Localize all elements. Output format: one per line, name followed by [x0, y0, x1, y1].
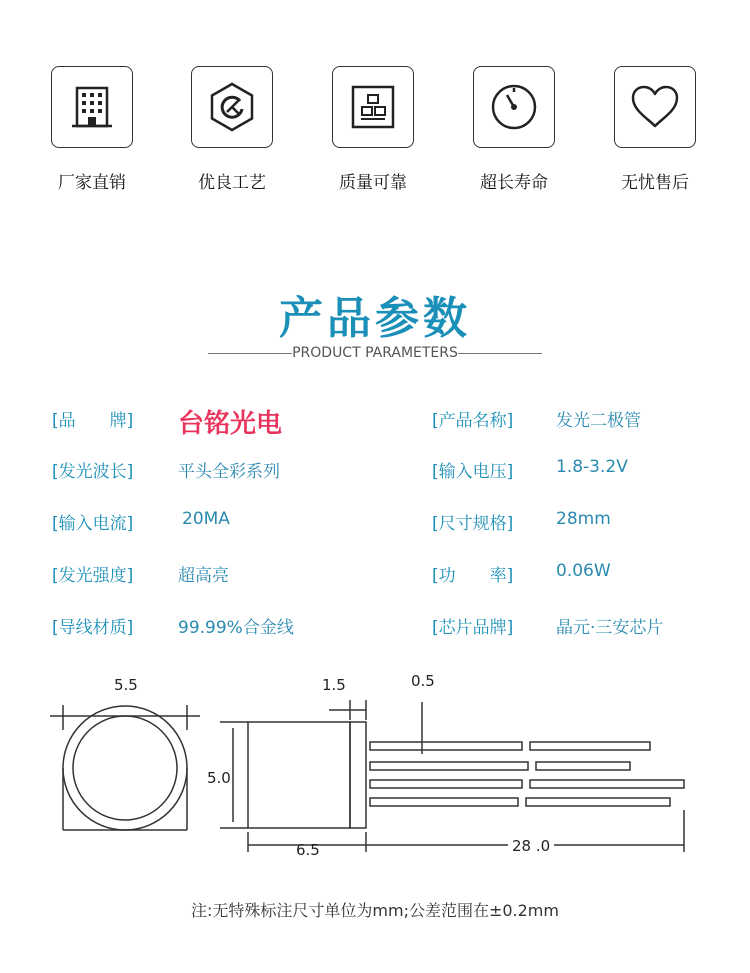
led-flange: [350, 722, 366, 828]
footnote: 注:无特殊标注尺寸单位为mm;公差范围在±0.2mm: [191, 901, 559, 920]
param-product-name-value: 发光二极管: [556, 411, 641, 431]
section-title: 产品参数: [279, 293, 471, 344]
param-chip-label: [芯片品牌]: [432, 618, 514, 638]
param-product-name-label: [产品名称]: [432, 411, 514, 431]
param-input-voltage-label: [输入电压]: [432, 462, 514, 482]
param-input-current-label: [输入电流]: [52, 514, 134, 534]
dim-outer-label: 5.5: [114, 676, 138, 694]
dim-body-label: 6.5: [296, 841, 320, 859]
param-intensity-label: [发光强度]: [52, 566, 134, 586]
feature-label: 质量可靠: [339, 173, 407, 193]
param-wire-label: [导线材质]: [52, 618, 134, 638]
feature-label: 无忧售后: [621, 173, 689, 193]
led-front-outer: [63, 706, 187, 830]
param-brand-value: 台铭光电: [178, 409, 283, 439]
dim-lead-label: 0.5: [411, 672, 435, 690]
param-power-value: 0.06W: [556, 561, 611, 581]
param-input-voltage-value: 1.8-3.2V: [556, 457, 628, 477]
feature-label: 厂家直销: [58, 173, 126, 193]
param-power-label: [功 率]: [432, 566, 514, 586]
feature-label: 超长寿命: [480, 173, 548, 193]
param-size-label: [尺寸规格]: [432, 514, 514, 534]
param-intensity-value: 超高亮: [178, 566, 229, 586]
param-size-value: 28mm: [556, 509, 611, 529]
section-subtitle-text: PRODUCT PARAMETERS: [292, 345, 458, 361]
param-wavelength-label: [发光波长]: [52, 462, 134, 482]
dim-height-label: 5.0: [207, 769, 231, 787]
param-brand-label: [品 牌]: [52, 411, 134, 431]
dim-flange-label: 1.5: [322, 676, 346, 694]
param-wavelength-value: 平头全彩系列: [178, 462, 280, 482]
param-chip-value: 晶元·三安芯片: [556, 618, 664, 638]
param-wire-value: 99.99%合金线: [178, 618, 294, 638]
led-front-inner: [73, 716, 177, 820]
led-side-body: [248, 722, 350, 828]
dim-length-label: 28 .0: [508, 837, 554, 855]
feature-label: 优良工艺: [198, 173, 266, 193]
param-input-current-value: 20MA: [182, 509, 230, 529]
